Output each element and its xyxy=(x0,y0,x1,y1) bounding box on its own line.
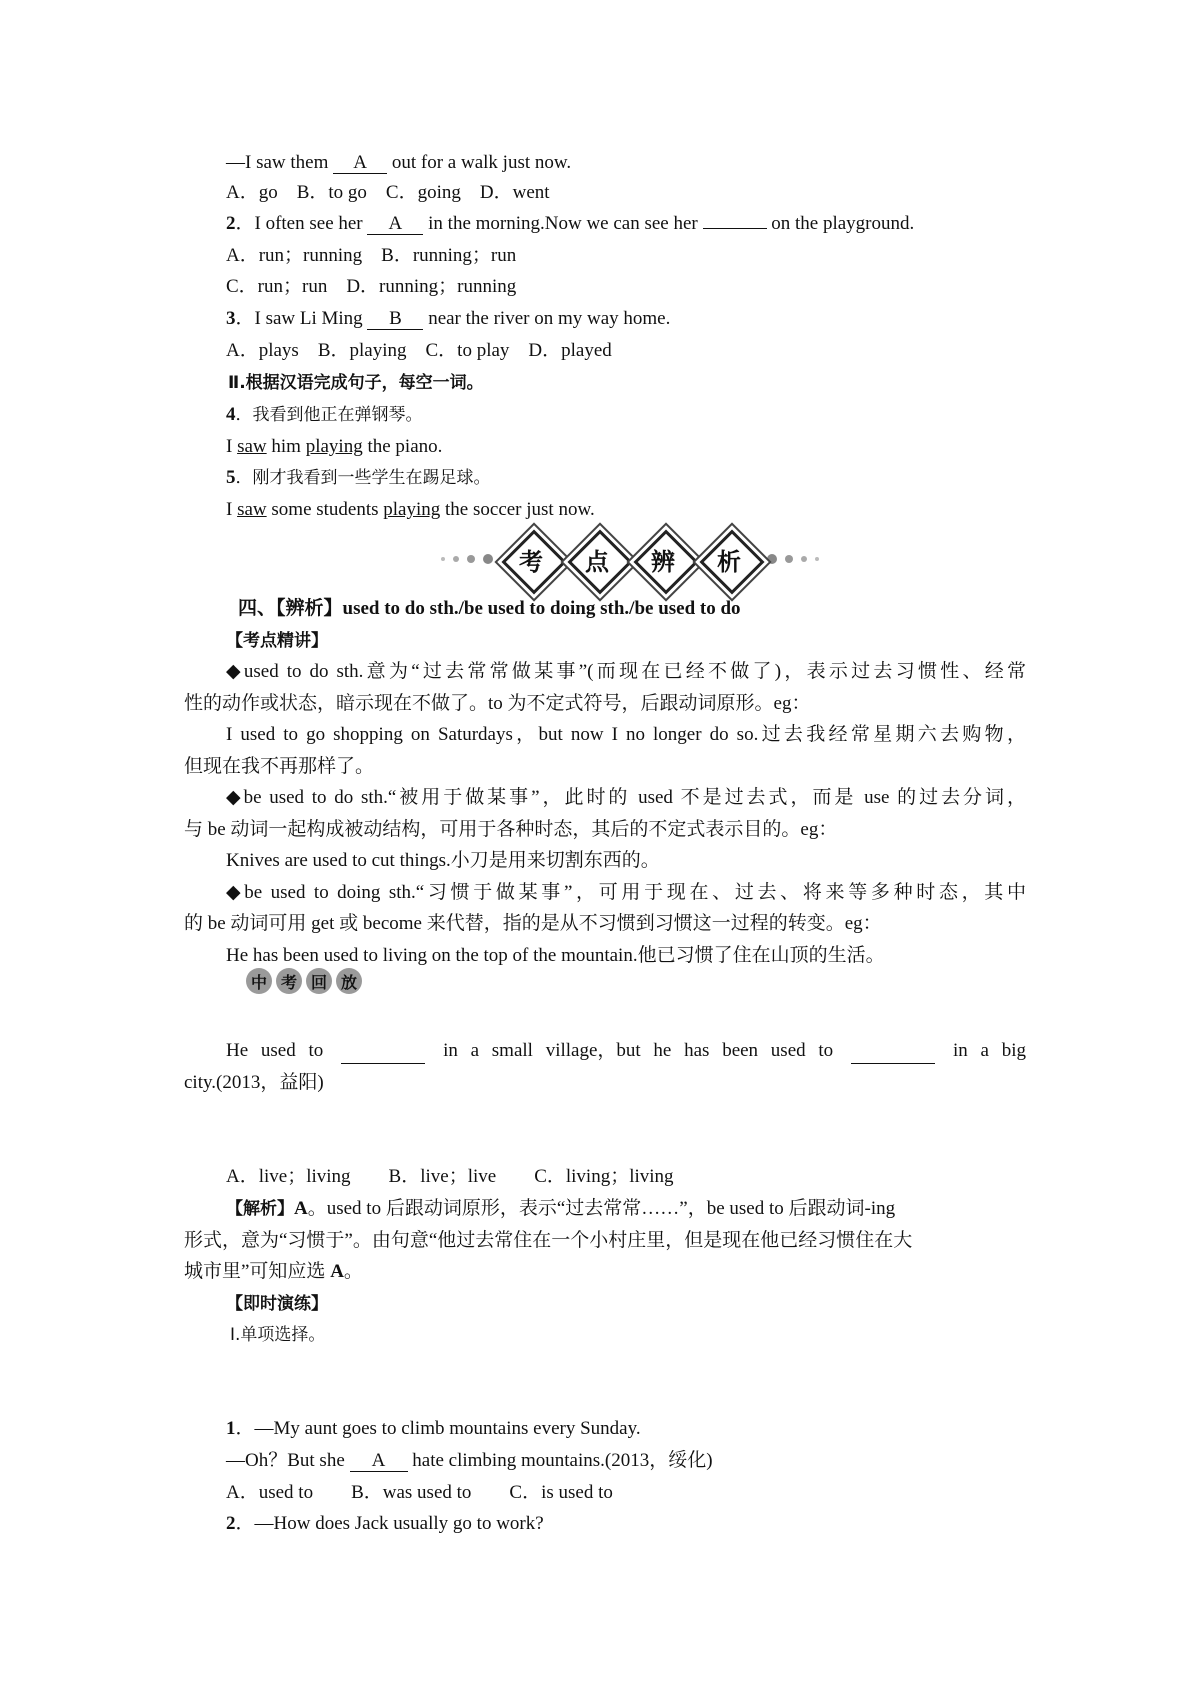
empty-blank xyxy=(703,228,767,229)
section4-subheading: 【考点精讲】 xyxy=(226,631,328,651)
para3-line2: 的 be 动词可用 get 或 become 来代替，指的是从不习惯到习惯这一过程的转变。eg： xyxy=(184,913,882,934)
decorative-dots-left xyxy=(441,554,493,564)
banner-char-2: 点 xyxy=(569,531,625,587)
q5-chinese: 5．刚才我看到一些学生在踢足球。 xyxy=(226,467,491,488)
exam-question-line2: city.(2013，益阳) xyxy=(184,1072,324,1093)
answer-blank: A xyxy=(333,153,387,174)
practice-q1: 1．—My aunt goes to climb mountains every Sunday. xyxy=(226,1418,641,1439)
para1-line2: 性的动作或状态，暗示现在不做了。to 为不定式符号，后跟动词原形。eg： xyxy=(184,693,811,714)
zhongkao-review-badge: 中 考 回 放 xyxy=(246,968,362,994)
analysis-line1: 【解析】 A 。used to 后跟动词原形，表示“过去常常……”，be used to 后跟动词-ing xyxy=(226,1198,896,1219)
para3-line1: ◆be used to doing sth.“习惯于做某事”，可用于现在、过去、将来等多种时态，其中 xyxy=(226,882,1026,903)
answer-blank: A xyxy=(367,214,423,235)
analysis-line2: 形式，意为“习惯于”。由句意“他过去常住在一个小村庄里，但是现在他已经习惯住在大 xyxy=(184,1230,913,1251)
empty-blank xyxy=(851,1038,935,1064)
example1-line2: 但现在我不再那样了。 xyxy=(184,756,375,777)
section-banner xyxy=(410,526,850,592)
empty-blank xyxy=(341,1038,425,1064)
q5-answer: I saw some students playing the soccer just now. xyxy=(226,499,595,520)
banner-char-3: 辨 xyxy=(635,531,691,587)
practice-part1: Ⅰ.单项选择。 xyxy=(230,1325,326,1345)
q2-options-row2: C．run；run D．running；running xyxy=(226,276,517,297)
section4-heading: 四、【辨析】used to do sth./be used to doing sth./be used to do xyxy=(238,598,741,619)
practice-q1-options: A．used to B．was used to C．is used to xyxy=(226,1482,613,1503)
decorative-dots-right xyxy=(767,554,819,564)
example1-line1: I used to go shopping on Saturdays，but now I no longer do so.过去我经常星期六去购物， xyxy=(226,724,1026,745)
analysis-line3: 城市里”可知应选 A。 xyxy=(184,1261,363,1282)
q3-options: A．plays B．playing C．to play D．played xyxy=(226,340,612,361)
banner-char-4: 析 xyxy=(701,531,757,587)
exam-question-line1: He used to in a small village，but he has been used to in a big xyxy=(226,1038,1026,1064)
answer-blank: A xyxy=(350,1451,408,1472)
practice-q1-continuation: —Oh？But she A hate climbing mountains.(2013，绥化) xyxy=(226,1450,713,1471)
example3: He has been used to living on the top of the mountain.他已习惯了住在山顶的生活。 xyxy=(226,945,885,966)
para2-line2: 与 be 动词一起构成被动结构，可用于各种时态，其后的不定式表示目的。eg： xyxy=(184,819,838,840)
q1-continuation: —I saw them A out for a walk just now. xyxy=(226,152,572,173)
practice-q2: 2．—How does Jack usually go to work? xyxy=(226,1513,544,1534)
banner-char-1: 考 xyxy=(503,531,559,587)
q4-answer: I saw him playing the piano. xyxy=(226,436,443,457)
practice-title: 【即时演练】 xyxy=(226,1294,328,1314)
q3-stem: 3．I saw Li Ming B near the river on my way home. xyxy=(226,308,671,329)
para2-line1: ◆be used to do sth.“被用于做某事”，此时的 used 不是过去式，而是 use 的过去分词， xyxy=(226,787,1026,808)
q2-options-row1: A．run；running B．running；run xyxy=(226,245,517,266)
part2-title: Ⅱ.根据汉语完成句子，每空一词。 xyxy=(228,373,484,393)
example2: Knives are used to cut things.小刀是用来切割东西的。 xyxy=(226,850,660,871)
exam-question-options: A．live；living B．live；live C．living；living xyxy=(226,1166,674,1187)
q1-options: A．go B．to go C．going D．went xyxy=(226,182,550,203)
q4-chinese: 4．我看到他正在弹钢琴。 xyxy=(226,404,423,425)
para1-line1: ◆used to do sth.意为“过去常常做某事”(而现在已经不做了)，表示过去习惯性、经常 xyxy=(226,661,1026,682)
q2-stem: 2．I often see her A in the morning.Now we can see her on the playground. xyxy=(226,213,915,234)
answer-blank: B xyxy=(367,309,423,330)
